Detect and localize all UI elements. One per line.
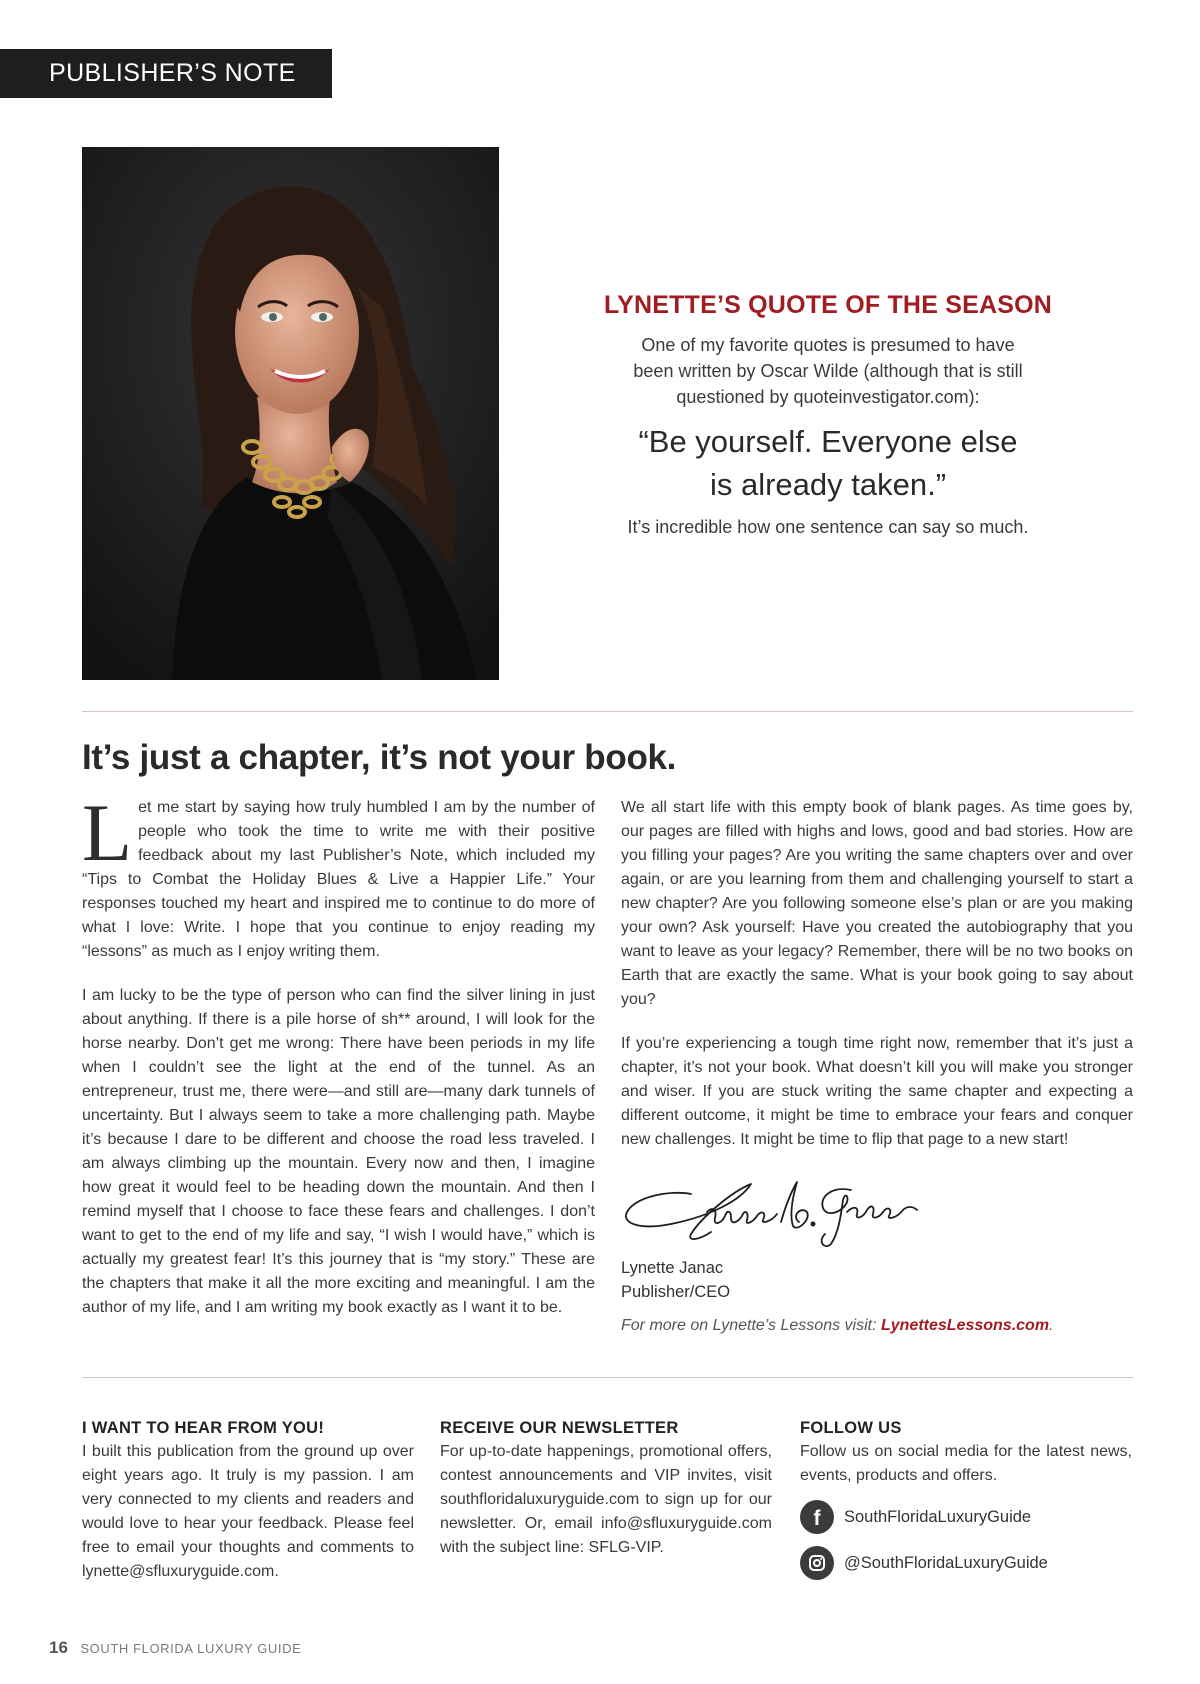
instagram-icon	[800, 1546, 834, 1580]
follow-heading: FOLLOW US	[800, 1419, 902, 1437]
article-paragraph	[82, 787, 595, 964]
quote-intro	[560, 332, 1096, 410]
facebook-icon: f	[800, 1500, 834, 1534]
publication-name: SOUTH FLORIDA LUXURY GUIDE	[80, 1641, 302, 1656]
signature	[621, 1172, 931, 1252]
portrait-image	[82, 147, 499, 680]
quote-of-the-season	[560, 288, 1096, 540]
article-paragraph: We all start life with this empty book of blank pages. As time goes by, our pages are filled with highs and lows, good and bad stories. How are you filling your pages? Are you writing the same chapters over and over again, or are you learning from them and challenging yourself to start a new chapter? Are you following someone else’s plan or are you making your own? Ask yourself: Have you created the autobiography that you want to leave as your legacy? Remember, there will be no two books on Earth that are exactly the same. What is your book going to say about you?	[621, 799, 1133, 1008]
featured-quote	[560, 420, 1096, 506]
article-paragraph: I am lucky to be the type of person who can find the silver lining in just about anything. If there is a pile horse of sh** around, I will look for the horse nearby. Don’t get me wrong: There have been periods in my life when I couldn’t see the light at the end of the tunnel. As an entrepreneur, trust me, there were—and still are—many dark tunnels of uncertainty. But I always seem to take a more challenging path. Maybe it’s because I dare to be different and choose the road less traveled. I am always climbing up the mountain. Every now and then, I imagine how great it would feel to be heading down the mountain. And then I remind myself that I choose to face these fears and challenges. I don’t want to get to the end of my life and say, “I wish I would have,” which is actually my greatest fear! It’s this journey that is “my story.” These are the chapters that make it all the more exciting and meaningful. I am the author of my life, and I am writing my book exactly as I want it to be.	[82, 987, 595, 1316]
newsletter-column	[440, 1416, 772, 1560]
signoff-title: Publisher/CEO	[621, 1283, 731, 1301]
quote-intro-line: questioned by quoteinvestigator.com):	[676, 387, 980, 407]
facebook-handle: SouthFloridaLuxuryGuide	[844, 1508, 1032, 1526]
article-column-left	[82, 787, 595, 1320]
quote-heading: LYNETTE’S QUOTE OF THE SEASON	[604, 291, 1052, 319]
quote-closing: It’s incredible how one sentence can say so much.	[627, 517, 1029, 537]
publisher-portrait	[82, 147, 499, 680]
article-headline: It’s just a chapter, it’s not your book.	[82, 738, 677, 777]
feedback-column	[82, 1416, 414, 1584]
featured-quote-line: “Be yourself. Everyone else	[638, 424, 1018, 459]
quote-intro-line: been written by Oscar Wilde (although that is still	[633, 361, 1023, 381]
instagram-handle: @SouthFloridaLuxuryGuide	[844, 1554, 1048, 1572]
article-paragraph: If you’re experiencing a tough time right now, remember that it’s just a chapter, it’s not your book. What doesn’t kill you will make you stronger and wiser. If you are stuck writing the same chapter and expecting a different outcome, it might be time to embrace your fears and conquer new challenges. It might be time to flip that page to a new start!	[621, 1035, 1133, 1148]
signoff-more-info	[621, 1314, 1133, 1338]
signoff-name: Lynette Janac	[621, 1259, 724, 1277]
more-info-text: For more on Lynette’s Lessons visit:	[621, 1317, 881, 1334]
section-tab: PUBLISHER’S NOTE	[0, 49, 332, 98]
footer-divider	[82, 1377, 1133, 1378]
paragraph-text: et me start by saying how truly humbled I am by the number of people who took the time to write me with their positive feedback about my last Publisher’s Note, which included my “Tips to Combat the Holiday Blues & Live a Happier Life.” Your responses touched my heart and inspired me to continue to do more of what I love: Write. I hope that you continue to enjoy reading my “lessons” as much as I enjoy writing them.	[82, 799, 595, 960]
page-footer	[49, 1638, 301, 1658]
follow-text: Follow us on social media for the latest news, events, products and offers.	[800, 1443, 1132, 1484]
page-number: 16	[49, 1638, 68, 1657]
featured-quote-line: is already taken.”	[709, 467, 947, 502]
more-info-suffix: .	[1049, 1317, 1054, 1334]
feedback-heading: I WANT TO HEAR FROM YOU!	[82, 1419, 325, 1437]
follow-column	[800, 1416, 1132, 1580]
instagram-link[interactable]	[800, 1546, 1132, 1580]
newsletter-text: For up-to-date happenings, promotional offers, contest announcements and VIP invites, visit southfloridaluxuryguide.com to sign up for our newsletter. Or, email info@sfluxuryguide.com with the subject line: SFLG-VIP.	[440, 1443, 772, 1556]
lessons-link[interactable]: LynettesLessons.com	[880, 1317, 1050, 1334]
facebook-link[interactable]	[800, 1500, 1132, 1534]
quote-intro-line: One of my favorite quotes is presumed to have	[641, 335, 1015, 355]
newsletter-heading: RECEIVE OUR NEWSLETTER	[440, 1419, 679, 1437]
article-column-right	[621, 796, 1133, 1338]
drop-cap: L	[82, 787, 133, 878]
section-divider	[82, 711, 1133, 712]
feedback-text: I built this publication from the ground up over eight years ago. It truly is my passion. I am very connected to my clients and readers and would love to hear your feedback. Please feel free to email your thoughts and comments to lynette@sfluxuryguide.com.	[82, 1443, 414, 1580]
